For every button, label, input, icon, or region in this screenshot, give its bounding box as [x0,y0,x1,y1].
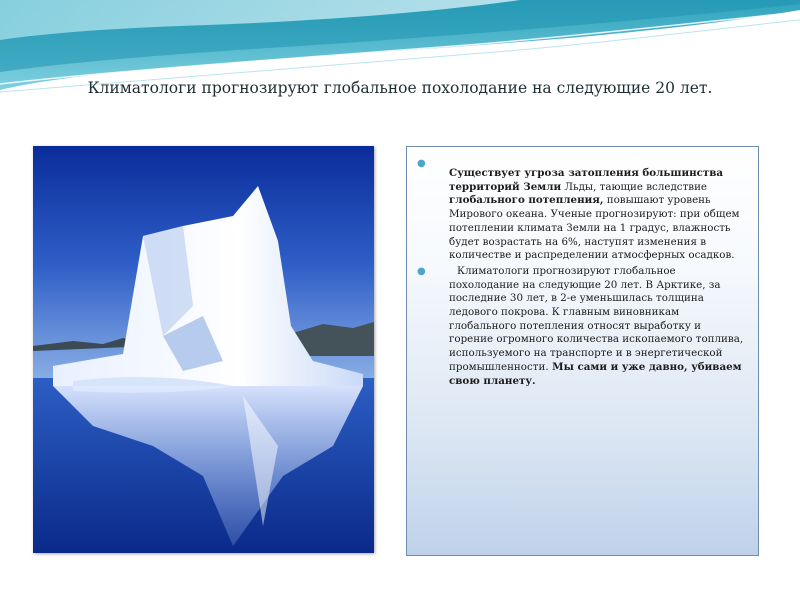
bullet-text-bold: глобального потепления, [449,194,604,207]
bullet-text-bold: Мы сами и уже давно, убиваем свою планету. [449,360,742,387]
bullet-text: повышают уровень Мирового океана. Ученые прогнозируют: при общем потеплении климата Земли на 1 градус, влажность будет возрастать на 6%, наступят изменения в количестве и распределении атмосферных осадков. [449,194,740,262]
text-panel [406,146,759,556]
bullet-item [417,157,746,263]
bullet-icon: ● [417,265,426,277]
bullet-text: Льды, тающие вследствие [561,180,708,193]
iceberg-photo [33,146,374,553]
slide-title: Климатологи прогнозируют глобальное похолодание на следующие 20 лет. [87,79,713,97]
bullet-item [417,264,746,388]
bullet-icon: ● [417,158,426,169]
bullet-text: Климатологи прогнозируют глобальное похолодание на следующие 20 лет. В Арктике, за последние 30 лет, в 2-е уменьшилась толщина ледового покрова. К главным виновникам глобального потепления относят выработку и горение огромного количества ископаемого топлива, используемого на транспорте и в энергетической промышленности. [449,264,744,373]
bullet-text-bold: Существует угроза затопления большинства территорий Земли [449,167,724,193]
